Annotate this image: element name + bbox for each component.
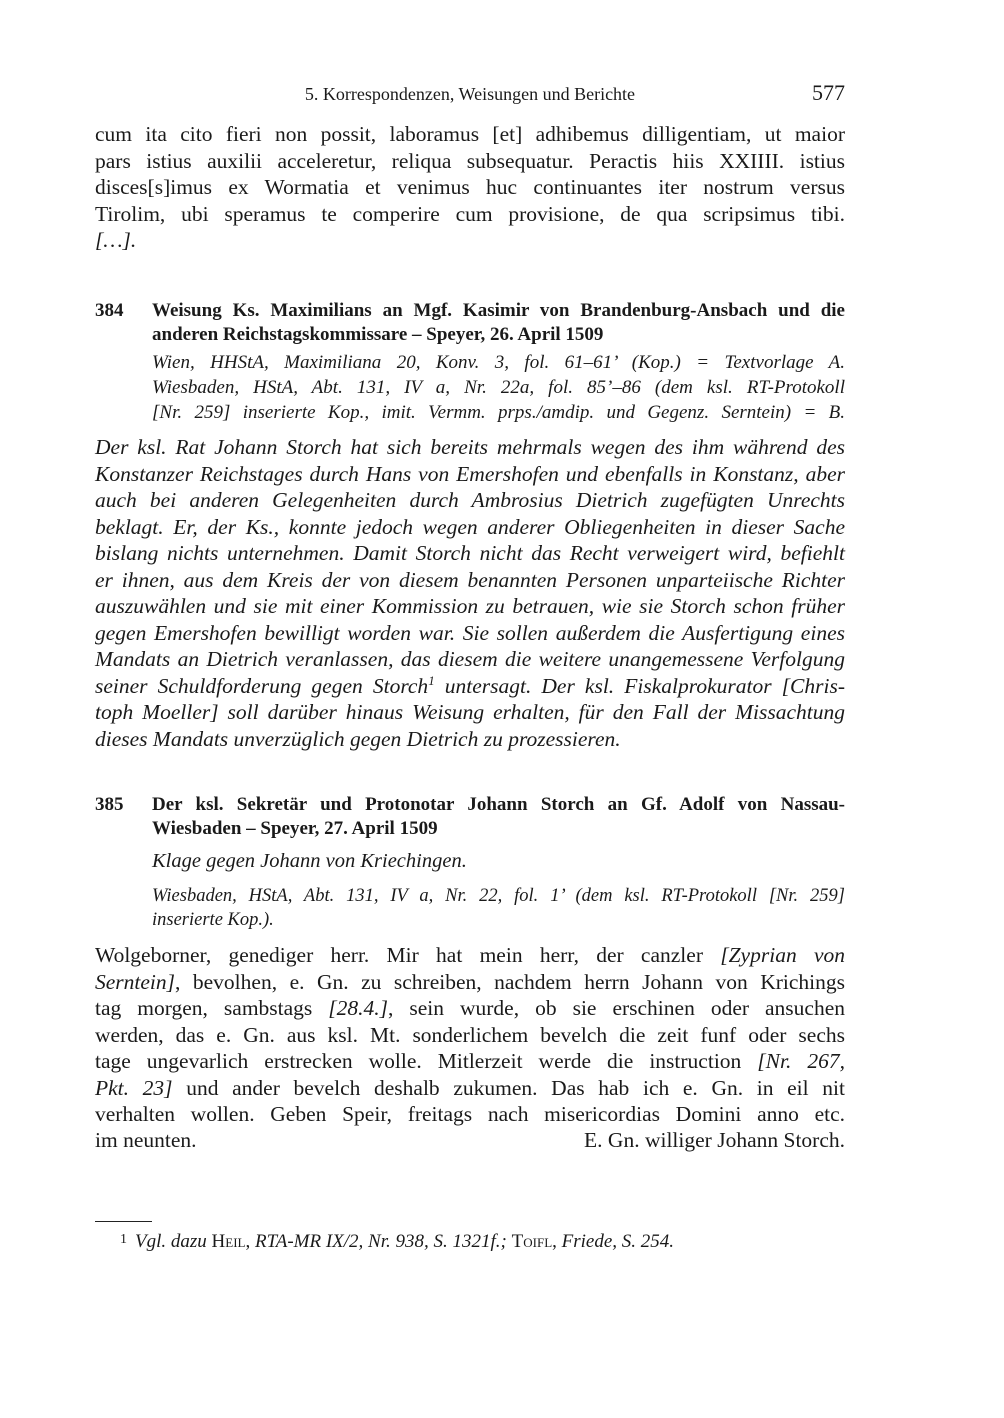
source-note: [152, 884, 845, 932]
text-line: [95, 620, 845, 647]
footnote-ref: 1: [428, 673, 435, 688]
text-line: [95, 942, 845, 969]
text-segment: , sein wurde, ob sie erschinen oder ansuchen: [388, 996, 845, 1020]
text-line: [152, 323, 845, 347]
footnote-text: [135, 1231, 674, 1252]
summary-line: Klage gegen Johann von Kriechingen.: [152, 850, 467, 872]
text-segment: auszuwählen und sie mit einer Kommission zu betrauen, wie sie Storch schon früher: [95, 594, 845, 618]
text-segment: ,: [552, 1231, 562, 1252]
running-title: 5. Korrespondenzen, Weisungen und Berichte: [304, 84, 636, 104]
text-line: [95, 514, 845, 541]
text-line: [152, 299, 845, 323]
text-segment: toph Moeller] soll darüber hinaus Weisung erhalten, für den Fall der Missachtung: [95, 700, 845, 724]
intro-paragraph: [95, 121, 845, 254]
text-segment: untersagt. Der ksl. Fiskalprokurator [Chris-: [434, 673, 845, 698]
text-segment: werden, das e. Gn. aus ksl. Mt. sonderlichem bevelch die zeit funf oder sechs: [95, 1022, 845, 1047]
text-segment: Mandats an Dietrich veranlassen, das diesem die weitere unangemessene Verfolgung: [95, 647, 845, 671]
text-segment: Tirolim, ubi speramus te comperire cum provisione, de qua scripsimus tibi.: [95, 201, 845, 226]
text-line: [95, 673, 845, 700]
text-segment: , bevolhen, e. Gn. zu schreiben, nachdem herrn Johann von Krichings: [175, 969, 845, 994]
text-segment: [28.4.]: [328, 996, 389, 1020]
text-line: [95, 699, 845, 726]
text-line: [152, 908, 845, 932]
text-segment: Wiesbaden, HStA, Abt. 131, IV a, Nr. 22a, fol. 85’–86 (dem ksl. RT-Protokoll: [152, 377, 845, 398]
text-segment: Weisung Ks. Maximilians an Mgf. Kasimir von Brandenburg-Ansbach und die: [152, 300, 845, 321]
footnote-number: 1: [120, 1232, 127, 1247]
text-segment: auch bei anderen Gelegenheiten durch Ambrosius Dietrich zugefügten Unrechts: [95, 488, 845, 512]
text-segment: Vgl. dazu: [135, 1231, 212, 1252]
document-number: 385: [95, 794, 124, 815]
footnote: [120, 1228, 674, 1254]
text-line: [95, 540, 845, 567]
text-segment: beklagt. Er, der Ks., konnte jedoch wegen anderer Obliegenheiten in dieser Sache: [95, 514, 845, 539]
text-segment: disces[s]imus ex Wormatia et venimus huc continuantes iter nostrum versus: [95, 175, 845, 199]
text-segment: […].: [95, 228, 137, 252]
text-segment: Wiesbaden, HStA, Abt. 131, IV a, Nr. 22, fol. 1’ (dem ksl. RT-Protokoll [Nr. 259]: [152, 886, 845, 906]
text-segment: [Nr. 259] inserierte Kop., imit. Vermm. prps./amdip. und Gegenz. Serntein) = B.: [152, 402, 845, 423]
text-segment: inserierte Kop.).: [152, 910, 274, 930]
text-segment: gegen Emershofen bewilligt worden war. Sie sollen außerdem die Ausfertigung eines: [95, 620, 845, 645]
text-segment: Heil: [211, 1231, 246, 1252]
signature: E. Gn. williger Johann Storch.: [584, 1128, 845, 1152]
text-line: [95, 434, 845, 461]
summary-paragraph: [95, 434, 845, 752]
text-line: [95, 567, 845, 594]
footnote-divider: [95, 1221, 152, 1222]
page-number: 577: [812, 80, 845, 105]
text-line: [152, 400, 845, 425]
text-line: [95, 995, 845, 1022]
text-segment: verhalten wollen. Geben Speir, freitags nach misericordias Domini anno etc.: [95, 1102, 845, 1126]
text-segment: ,: [245, 1231, 255, 1252]
document-number: 384: [95, 300, 124, 321]
text-line: [152, 884, 845, 908]
text-line: [95, 969, 845, 996]
text-segment: Der ksl. Rat Johann Storch hat sich bereits mehrmals wegen des ihm während des: [95, 435, 845, 459]
source-note: [152, 350, 845, 425]
text-segment: RTA-MR IX/2, Nr. 938, S. 1321f.;: [254, 1231, 507, 1252]
text-line: [95, 227, 845, 254]
text-segment: seiner Schuldforderung gegen Storch: [95, 673, 429, 698]
text-line: [95, 148, 845, 175]
text-line: [152, 817, 845, 841]
text-segment: Konstanzer Reichstages durch Hans von Emershofen und ebenfalls in Konstanz, aber: [95, 461, 845, 486]
text-line: [152, 375, 845, 400]
letter-text: [95, 942, 845, 1128]
text-segment: Wiesbaden – Speyer, 27. April 1509: [152, 818, 438, 839]
text-line: [95, 726, 845, 753]
text-segment: bislang nichts unternehmen. Damit Storch nicht das Recht verweigert wird, befiehlt: [95, 541, 845, 565]
text-line: [152, 350, 845, 375]
text-segment: pars istius auxilii acceleretur, reliqua subsequatur. Peractis hiis XXIIII. istius: [95, 148, 845, 173]
text-line: [95, 201, 845, 228]
text-line: [152, 793, 845, 817]
text-line: [95, 593, 845, 620]
text-line: [95, 461, 845, 488]
text-segment: und ander bevelch deshalb zukumen. Das hab ich e. Gn. in eil nit: [172, 1075, 845, 1100]
text-line: [95, 1022, 845, 1049]
text-segment: Wolgeborner, genediger herr. Mir hat mein herr, der canzler: [95, 943, 721, 967]
text-segment: anderen Reichstagskommissare – Speyer, 26. April 1509: [152, 324, 604, 345]
document-title: [152, 299, 845, 347]
letter-closing: [95, 1127, 845, 1154]
text-line: [95, 1048, 845, 1075]
text-segment: er ihnen, aus dem Kreis der von diesem benannten Personen unparteiische Richter: [95, 567, 845, 592]
text-segment: dieses Mandats unverzüglich gegen Dietrich zu prozessieren.: [95, 726, 621, 751]
text-line: [95, 121, 845, 148]
text-segment: Der ksl. Sekretär und Protonotar Johann Storch an Gf. Adolf von Nassau-: [152, 794, 845, 815]
text-segment: Wien, HHStA, Maximiliana 20, Konv. 3, fol. 61–61’ (Kop.) = Textvorlage A.: [152, 352, 845, 373]
document-title: [152, 793, 845, 841]
text-segment: Serntein]: [95, 969, 176, 994]
text-segment: Friede, S. 254.: [561, 1231, 675, 1252]
text-line: [95, 174, 845, 201]
text-segment: tag morgen, sambstags: [95, 996, 329, 1020]
text-line: [95, 1075, 845, 1102]
text-line: [95, 1101, 845, 1128]
text-line: [95, 646, 845, 673]
text-segment: Pkt. 23]: [95, 1075, 173, 1100]
text-segment: [Nr. 267,: [757, 1049, 845, 1073]
text-segment: [Zyprian von: [720, 943, 845, 967]
text-line: [95, 487, 845, 514]
text-segment: Toifl: [511, 1231, 553, 1252]
closing-date: im neunten.: [95, 1128, 197, 1152]
text-segment: tage ungevarlich erstrecken wolle. Mitlerzeit werde die instruction: [95, 1049, 758, 1073]
text-segment: cum ita cito fieri non possit, laboramus [et] adhibemus dilligentiam, ut maior: [95, 122, 845, 146]
running-head: [95, 82, 845, 108]
